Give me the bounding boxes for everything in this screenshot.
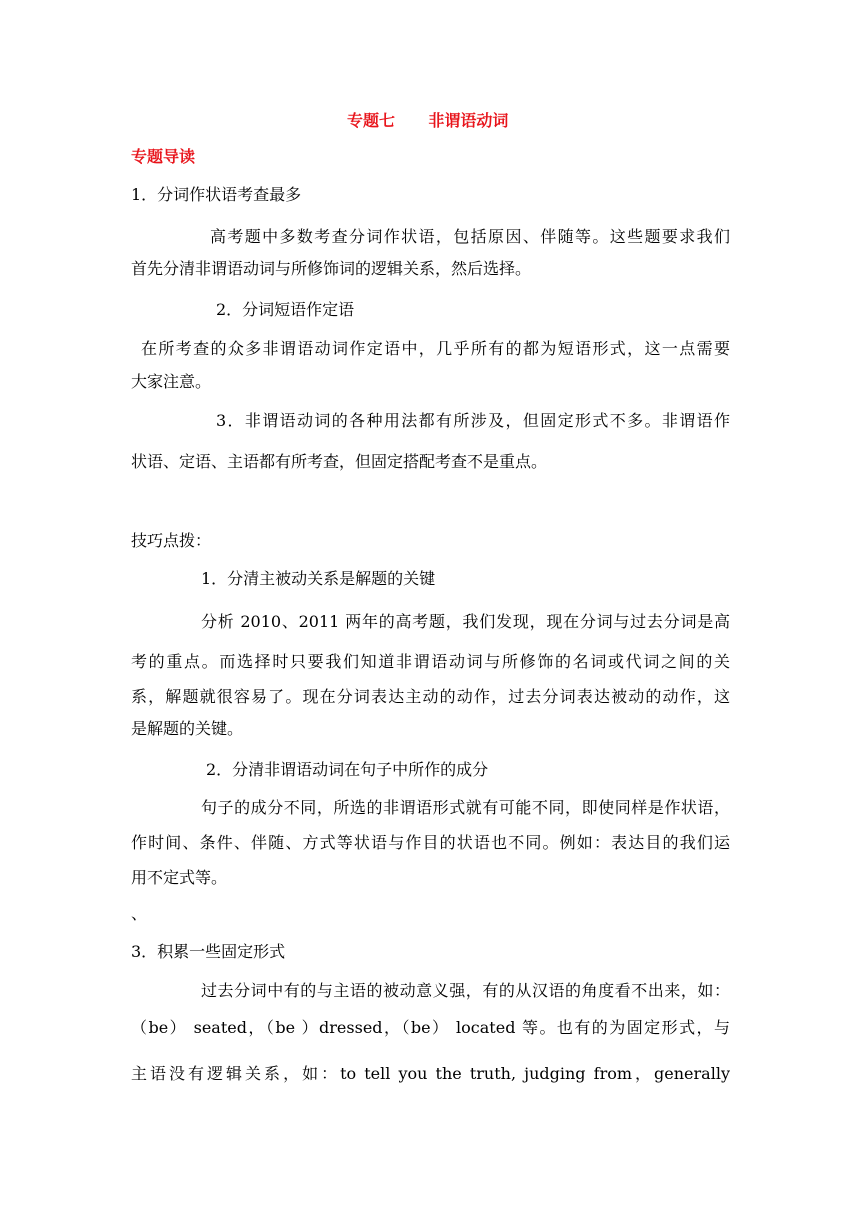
tip2-heading: 2．分清非谓语动词在句子中所作的成分 — [206, 760, 489, 779]
tip1-text-cont: 是解题的关键。 — [131, 719, 244, 738]
intro-item2-text: 在所考查的众多非谓语动词作定语中，几乎所有的都为短语形式，这一点需要 — [141, 339, 730, 358]
intro-item1-text: 高考题中多数考查分词作状语，包括原因、伴随等。这些题要求我们 — [210, 227, 730, 246]
tip2-text-cont: 作时间、条件、伴随、方式等状语与作目的状语也不同。例如：表达目的我们运 — [131, 833, 730, 852]
stray-mark: 、 — [131, 904, 148, 923]
tip3-text-cont: 主语没有逻辑关系，如：to tell you the truth, judging from，generally — [131, 1064, 730, 1083]
tip2-text: 句子的成分不同，所选的非谓语形式就有可能不同，即使同样是作状语， — [201, 798, 730, 817]
tip3-heading: 3．积累一些固定形式 — [131, 942, 286, 961]
intro-item3-text: 3．非谓语动词的各种用法都有所涉及，但固定形式不多。非谓语作 — [216, 411, 730, 430]
tip2-text-cont: 用不定式等。 — [131, 868, 228, 887]
page-title: 专题七 非谓语动词 — [347, 111, 509, 130]
intro-item3-text-cont: 状语、定语、主语都有所考查，但固定搭配考查不是重点。 — [131, 452, 548, 471]
section-heading: 专题导读 — [131, 147, 196, 166]
intro-item2-heading: 2．分词短语作定语 — [216, 300, 355, 319]
tip1-text-cont: 考的重点。而选择时只要我们知道非谓语动词与所修饰的名词或代词之间的关 — [131, 652, 730, 671]
tips-heading: 技巧点拨： — [131, 531, 212, 550]
tip1-text: 分析 2010、2011 两年的高考题，我们发现，现在分词与过去分词是高 — [201, 612, 730, 631]
intro-item2-text-cont: 大家注意。 — [131, 372, 212, 391]
intro-item1-text-cont: 首先分清非谓语动词与所修饰词的逻辑关系，然后选择。 — [131, 259, 532, 278]
intro-item1-heading: 1．分词作状语考查最多 — [131, 185, 302, 204]
tip1-heading: 1．分清主被动关系是解题的关键 — [201, 569, 436, 588]
tip3-text-cont: （be） seated，（be ）dressed，（be） located 等。也有的为固定形式，与 — [131, 1018, 730, 1037]
tip3-text: 过去分词中有的与主语的被动意义强，有的从汉语的角度看不出来，如： — [201, 981, 730, 1000]
tip1-text-cont: 系，解题就很容易了。现在分词表达主动的动作，过去分词表达被动的动作，这 — [131, 687, 730, 706]
